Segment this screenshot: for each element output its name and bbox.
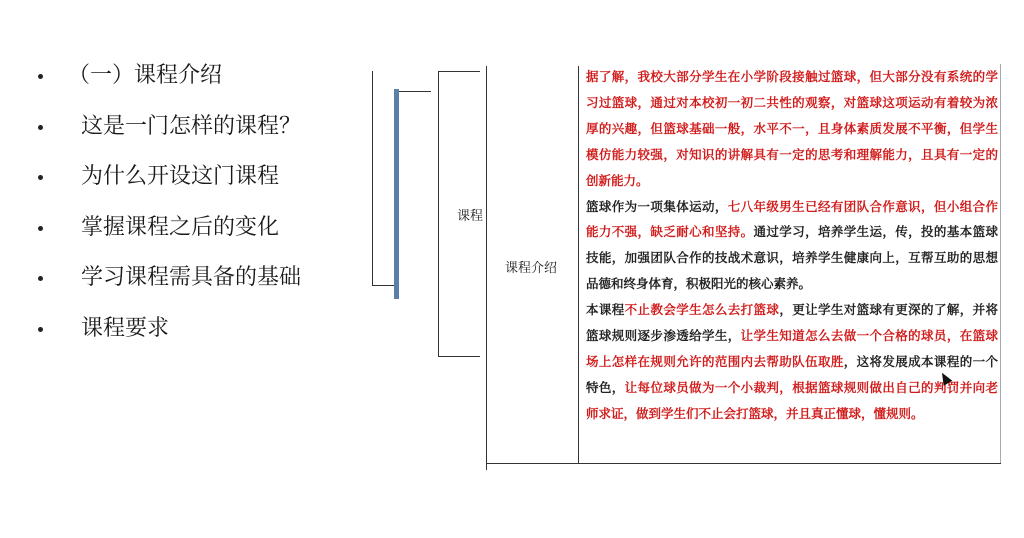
text-run: ，这将发展成本课程的一个特色，	[586, 353, 998, 395]
outline-item-label: 课程要求	[81, 315, 170, 341]
text-run: 通过学习，培养学生运，传，投的基本篮球技能，加强团队合作的技战术意识，培养学生健康向上，互帮互助的思想品德和终身体育，积极阳光的核心素养。	[586, 224, 998, 292]
bullet-icon	[38, 276, 43, 281]
text-run: 不止教会学生怎么去打篮球	[624, 302, 780, 318]
course-intro-text	[586, 64, 998, 427]
outline-item-label: 学习课程需具备的基础	[81, 265, 302, 290]
table-col-divider-1	[486, 66, 487, 470]
text-run: 让每位球员做为一个小裁判，根据篮球规则做出自己的判罚并向老师求证，做到学生们不止会打篮球，并且真正懂球，懂规则。	[586, 379, 998, 421]
bullet-icon	[38, 327, 43, 332]
scroll-bar	[394, 89, 399, 299]
paragraph	[586, 194, 998, 298]
table-col-divider-2	[578, 66, 579, 464]
table-border-right	[1000, 64, 1001, 464]
doc-section-label: 课程	[457, 209, 484, 224]
text-run: 篮球作为一项集体运动，	[586, 198, 728, 214]
table-border-bottom	[486, 463, 1001, 464]
outline-item-label: 掌握课程之后的变化	[81, 214, 280, 240]
text-run: ，更让学生对篮球有更深的了解，并将篮球规则逐步渗透给学生，	[586, 302, 998, 344]
text-run: 让学生知道怎么去做一个合格的球员，在篮球场上怎样在规则允许的范围内去帮助队伍取胜	[586, 328, 998, 369]
outline-item-label: 这是一门怎样的课程？	[81, 113, 302, 139]
bullet-icon	[38, 226, 43, 231]
doc-row-label: 课程介绍	[505, 261, 558, 276]
table-border-top-left	[438, 71, 480, 72]
bracket-line-top	[372, 71, 373, 286]
outline-item-label: 为什么开设这门课程	[81, 164, 280, 189]
table-border-bottom-left	[438, 356, 480, 357]
bullet-icon	[38, 175, 43, 180]
text-run: 据了解，我校大部分学生在小学阶段接触过篮球，但大部分没有系统的学习过篮球，通过对本校初一初二共性的观察，对篮球这项运动有着较为浓厚的兴趣，但篮球基础一般，水平不一，且身体素质发展不平衡，但学生模仿能力较强，对知识的讲解具有一定的思考和理解能力，且具有一定的创新能力。	[586, 69, 998, 188]
bracket-line-mid	[399, 91, 431, 92]
table-border-left	[438, 71, 439, 357]
text-run: 七八年级男生已经有团队合作意识，但小组合作能力不强，缺乏耐心和坚持。	[586, 198, 998, 240]
paragraph	[586, 64, 998, 194]
text-run: 本课程	[586, 302, 625, 318]
bullet-icon	[38, 74, 43, 79]
outline-item-label: （一）课程介绍	[68, 63, 223, 88]
bracket-line-bottom	[372, 285, 394, 286]
paragraph	[586, 297, 998, 427]
bullet-icon	[38, 125, 43, 130]
